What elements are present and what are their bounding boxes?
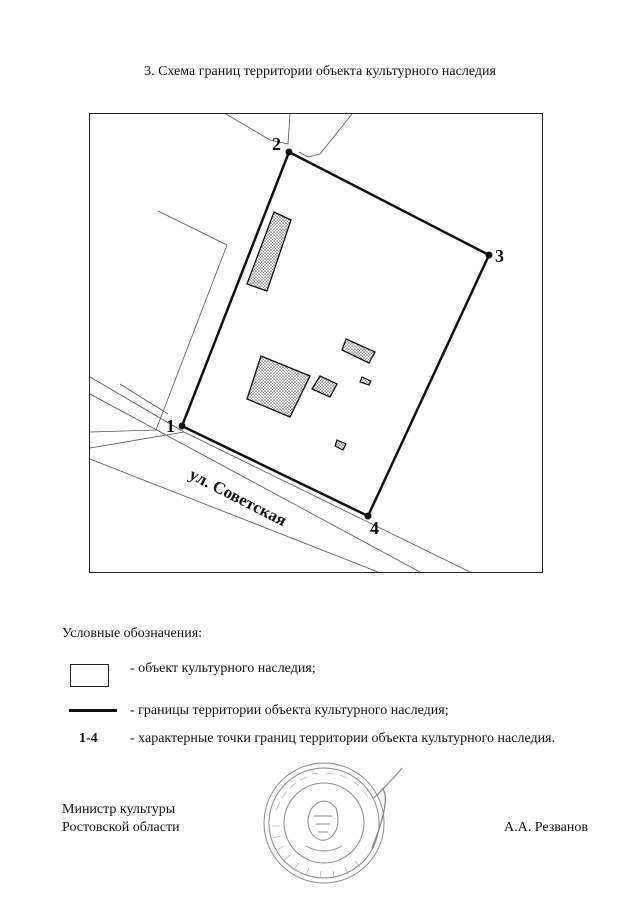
territory-boundary (182, 152, 489, 516)
legend-heading: Условные обозначения: (62, 626, 203, 641)
left-parcel-line (90, 211, 227, 432)
point-label: 4 (370, 518, 379, 538)
legend-heritage-swatch (70, 664, 109, 687)
point-label: 2 (272, 134, 281, 154)
legend-heritage-text: - объект культурного наследия; (130, 661, 316, 676)
boundary-point-2 (286, 149, 293, 156)
heritage-building (342, 339, 375, 363)
legend-points-code: 1-4 (79, 731, 98, 746)
position-line: Ростовской области (62, 820, 180, 835)
official-seal (262, 758, 412, 888)
street-label: ул. Советская (186, 464, 290, 530)
point-label: 1 (166, 416, 175, 436)
point-label: 3 (495, 246, 504, 266)
heritage-building (360, 377, 371, 385)
page-title: 3. Схема границ территории объекта культурного наследия (144, 64, 496, 79)
map-drawing (90, 114, 542, 572)
boundary-map (89, 113, 543, 573)
legend-points-text: - характерные точки границ территории объекта культурного наследия. (130, 731, 556, 746)
cadastral-lines (90, 114, 470, 572)
heritage-building (247, 356, 310, 417)
signatory-position (62, 801, 180, 837)
heritage-building (335, 440, 346, 450)
legend-boundary-text: - границы территории объекта культурного наследия; (130, 703, 449, 718)
boundary-point-3 (486, 252, 493, 259)
heritage-building (312, 376, 337, 397)
position-line: Министр культуры (62, 802, 176, 817)
signatory-name: А.А. Резванов (504, 820, 588, 835)
legend-boundary-swatch (69, 709, 117, 712)
boundary-point-1 (179, 423, 186, 430)
heritage-building (247, 212, 291, 291)
